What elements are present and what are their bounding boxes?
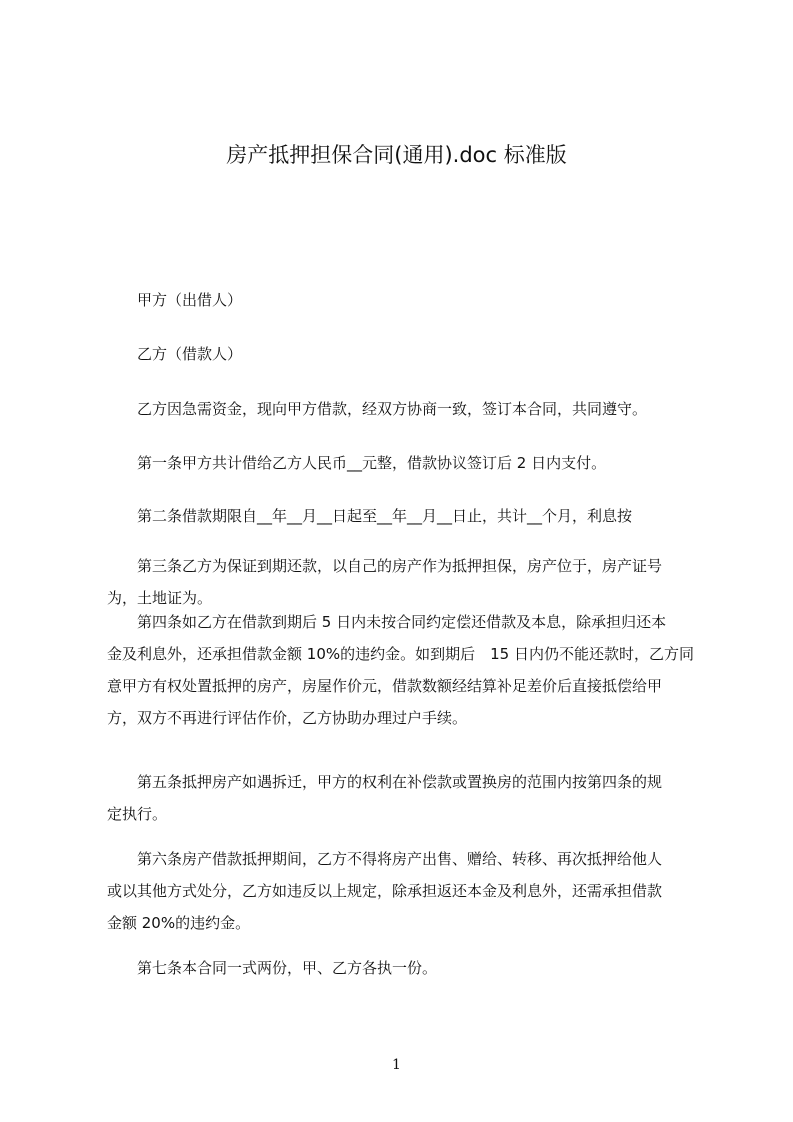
paragraph-line: 乙方（借款人）	[107, 345, 243, 363]
paragraph-article-7	[107, 952, 707, 984]
paragraph-article-6	[107, 843, 707, 939]
paragraph-article-5	[107, 766, 707, 830]
document-title: 房产抵押担保合同(通用).doc 标准版	[226, 143, 567, 167]
paragraph-article-3	[107, 550, 707, 614]
paragraph-line: 第一条甲方共计借给乙方人民币__元整，借款协议签订后 2 日内支付。	[107, 454, 607, 472]
paragraph-article-2	[107, 500, 707, 532]
paragraph-preamble	[107, 393, 707, 425]
paragraph-line: 或以其他方式处分，乙方如违反以上规定，除承担返还本金及利息外，还需承担借款	[107, 882, 663, 900]
paragraph-article-4	[107, 606, 707, 734]
paragraph-article-1	[107, 447, 707, 479]
paragraph-line: 第五条抵押房产如遇拆迁，甲方的权利在补偿款或置换房的范围内按第四条的规	[107, 773, 663, 791]
paragraph-party-a	[107, 284, 707, 316]
paragraph-line: 第六条房产借款抵押期间，乙方不得将房产出售、赠给、转移、再次抵押给他人	[107, 850, 663, 868]
paragraph-party-b	[107, 338, 707, 370]
paragraph-line: 乙方因急需资金，现向甲方借款，经双方协商一致，签订本合同，共同遵守。	[107, 400, 648, 418]
paragraph-line: 第三条乙方为保证到期还款，以自己的房产作为抵押担保，房产位于，房产证号	[107, 557, 663, 575]
paragraph-line: 第二条借款期限自__年__月__日起至__年__月__日止，共计__个月，利息按	[107, 507, 633, 525]
paragraph-line: 金额 20%的违约金。	[107, 914, 251, 932]
paragraph-line: 金及利息外，还承担借款金额 10%的违约金。如到期后 15 日内仍不能还款时，乙方同	[107, 645, 694, 663]
paragraph-line: 定执行。	[107, 805, 168, 823]
paragraph-line: 意甲方有权处置抵押的房产，房屋作价元，借款数额经结算补足差价后直接抵偿给甲	[107, 677, 663, 695]
page-number: 1	[392, 1057, 401, 1073]
paragraph-line: 为，土地证为。	[107, 589, 213, 607]
paragraph-line: 甲方（出借人）	[107, 291, 243, 309]
paragraph-line: 第四条如乙方在借款到期后 5 日内未按合同约定偿还借款及本息，除承担归还本	[107, 613, 667, 631]
paragraph-line: 第七条本合同一式两份，甲、乙方各执一份。	[107, 959, 438, 977]
paragraph-line: 方，双方不再进行评估作价，乙方协助办理过户手续。	[107, 709, 468, 727]
